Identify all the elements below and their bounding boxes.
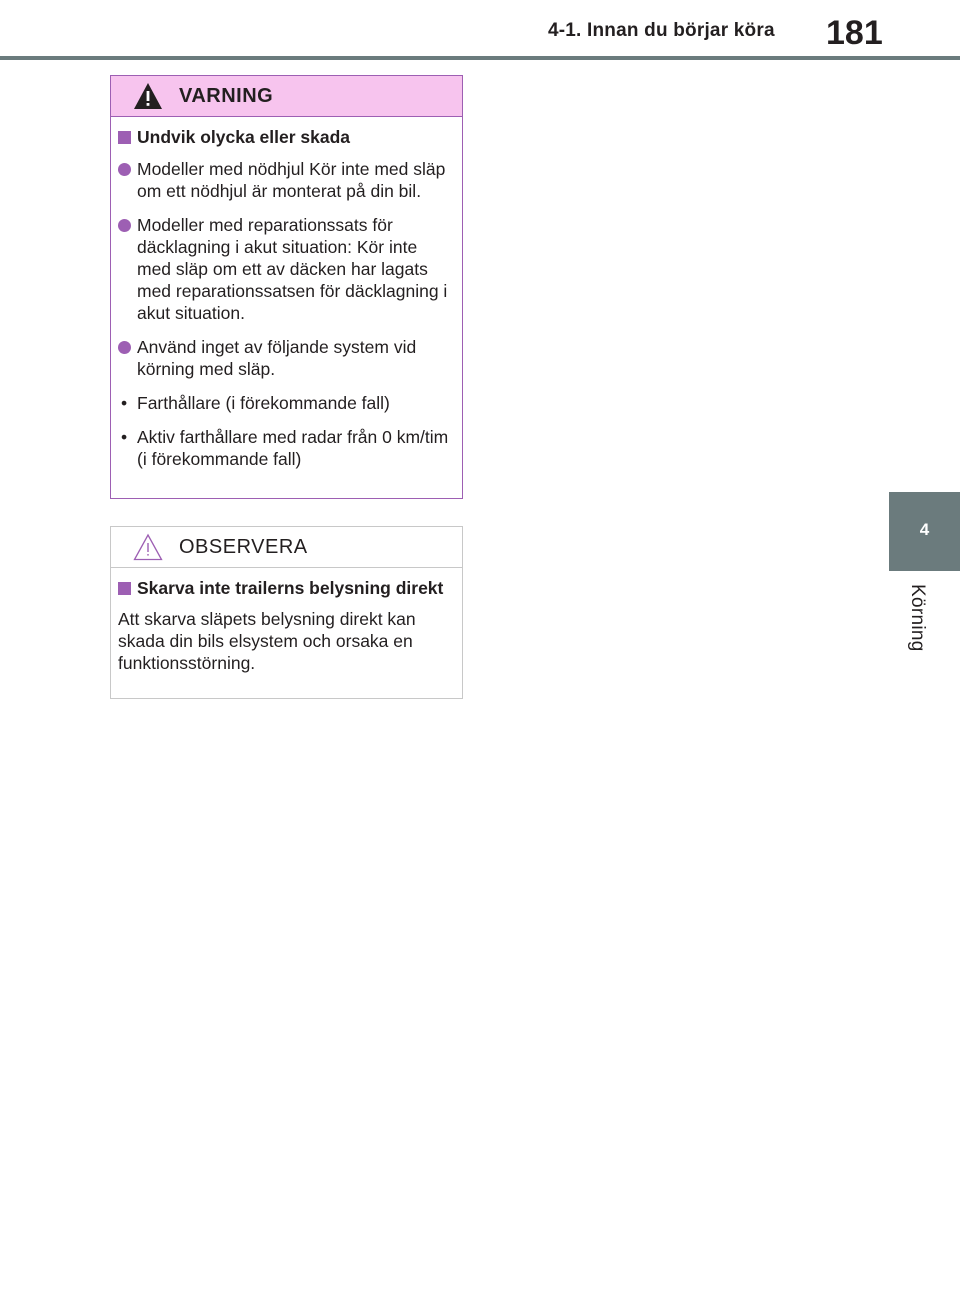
- warning-subitem-text: Farthållare (i förekommande fall): [137, 393, 390, 413]
- bullet-icon: •: [121, 393, 128, 413]
- warning-triangle-icon: [133, 82, 163, 110]
- header-rule: [0, 56, 960, 60]
- notice-header: [111, 527, 462, 568]
- warning-body: [111, 117, 462, 470]
- warning-title: VARNING: [179, 85, 274, 107]
- warning-box: [110, 75, 463, 499]
- notice-section-heading: [118, 577, 450, 599]
- warning-item: [118, 158, 450, 202]
- notice-box: [110, 526, 463, 699]
- notice-text: Att skarva släpets belysning direkt kan skada din bils elsystem och orsaka en funktionsstörning.: [118, 609, 416, 673]
- bullet-icon: •: [121, 427, 128, 447]
- bullet-dot-icon: [118, 341, 131, 354]
- bullet-dot-icon: [118, 163, 131, 176]
- warning-item-text: Modeller med nödhjul Kör inte med släp om ett nödhjul är monterat på din bil.: [137, 159, 446, 201]
- notice-section-title: Skarva inte trailerns belysning direkt: [137, 578, 444, 598]
- header-title: 4-1. Innan du börjar köra: [548, 20, 775, 41]
- chapter-number: 4: [919, 520, 930, 539]
- warning-item: [118, 336, 450, 380]
- warning-item: [118, 214, 450, 324]
- warning-section-title: Undvik olycka eller skada: [137, 127, 351, 147]
- section-square-marker: [118, 582, 131, 595]
- notice-body: [111, 568, 462, 674]
- notice-title: OBSERVERA: [179, 536, 308, 558]
- warning-header: [111, 76, 462, 117]
- warning-subitem: [118, 426, 450, 470]
- warning-item-text: Använd inget av följande system vid körning med släp.: [137, 337, 417, 379]
- warning-item-text: Modeller med reparationssats för däcklagning i akut situation: Kör inte med släp om ett av däcken har lagats med reparationssatsen för däcklagning i akut situation.: [137, 215, 448, 323]
- warning-section-heading: [118, 126, 450, 148]
- warning-subitem: [118, 392, 450, 414]
- bullet-dot-icon: [118, 219, 131, 232]
- caution-triangle-icon: [133, 533, 163, 561]
- chapter-tab: [889, 492, 960, 571]
- section-square-marker: [118, 131, 131, 144]
- warning-subitem-text: Aktiv farthållare med radar från 0 km/tim (i förekommande fall): [137, 427, 449, 469]
- chapter-label: Körning: [907, 584, 928, 652]
- page-number: 181: [826, 14, 883, 52]
